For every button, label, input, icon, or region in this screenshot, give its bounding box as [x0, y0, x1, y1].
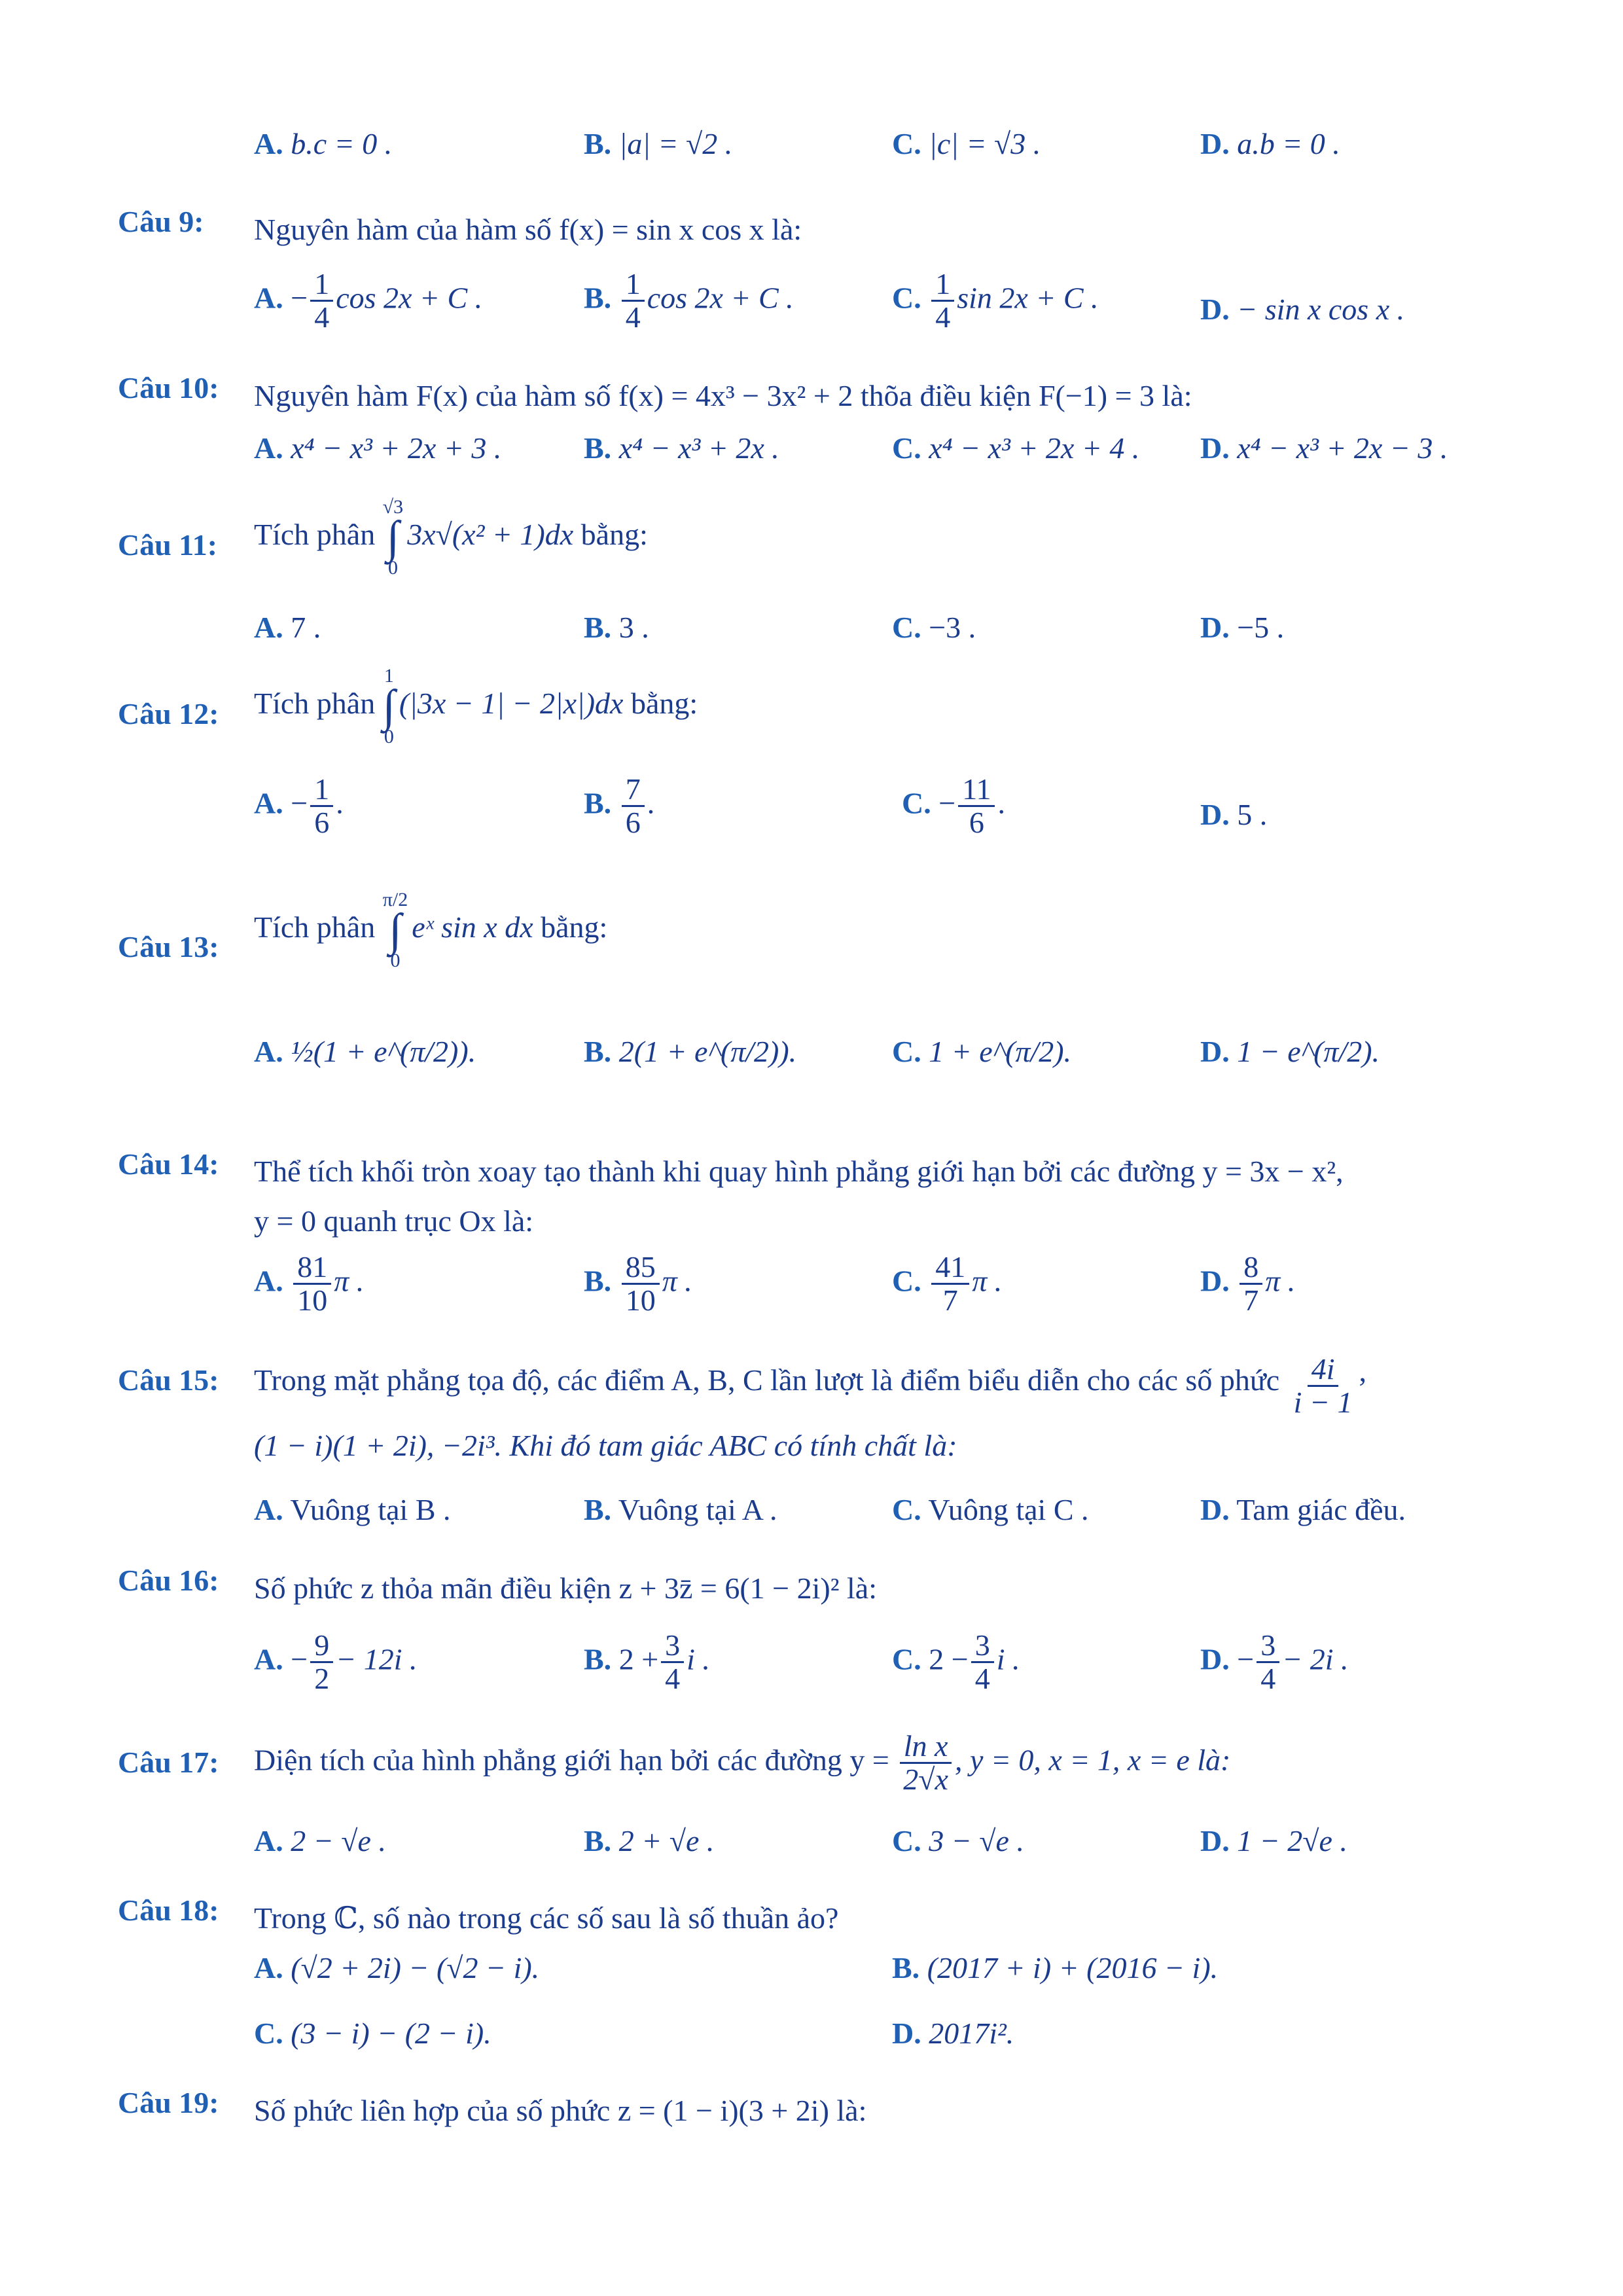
- q17-option-c: C. 3 − √e .: [892, 1824, 1024, 1857]
- fraction: $\frac{85}{10}$: [622, 1251, 660, 1317]
- q14-option-c: C. $\frac{41}{7}$ π .: [892, 1250, 1003, 1318]
- fraction: $\frac{81}{10}$: [293, 1251, 331, 1317]
- q8-option-d: D. a.b = 0 .: [1200, 127, 1340, 160]
- question-number: Câu 12:: [118, 697, 219, 730]
- q8-option-a: A. b.c = 0 .: [254, 127, 393, 160]
- fraction: $\frac{41}{7}$: [931, 1251, 969, 1317]
- fraction: $\frac{1}{6}$: [310, 774, 333, 839]
- q11-option-d: D. −5 .: [1200, 611, 1285, 644]
- q8-option-c: C. |c| = √3 .: [892, 127, 1041, 160]
- question-text: Trong mặt phẳng tọa độ, các điểm A, B, C lần lượt là điểm biểu diễn cho các số phức $\frac{4i}{i - 1}$ , (1 − i)(1 + 2i), −2i³. Khi đó tam giác ABC có tính chất là:: [254, 1352, 1366, 1462]
- question-16: [118, 1563, 1531, 1615]
- question-18: [118, 1893, 1531, 1945]
- q10-option-b: B. x⁴ − x³ + 2x .: [584, 431, 779, 465]
- q15-option-b: B. Vuông tại A .: [584, 1493, 777, 1526]
- fraction: $\frac{3}{4}$: [661, 1630, 684, 1695]
- fraction: $\frac{1}{4}$: [622, 268, 645, 334]
- q18-option-a: A. (√2 + 2i) − (√2 − i).: [254, 1951, 540, 1984]
- question-text: Nguyên hàm của hàm số f(x) = sin x cos x là:: [254, 213, 802, 246]
- q15-option-a: A. Vuông tại B .: [254, 1493, 451, 1526]
- q13-option-b: B. 2(1 + e^(π/2)).: [584, 1035, 797, 1068]
- question-10: [118, 370, 1531, 423]
- fraction: $\frac{3}{4}$: [1257, 1630, 1279, 1695]
- question-number: Câu 10:: [118, 371, 219, 404]
- fraction: $\frac{3}{4}$: [971, 1630, 994, 1695]
- q10-option-a: A. x⁴ − x³ + 2x + 3 .: [254, 431, 502, 465]
- question-13: [118, 890, 1531, 1008]
- q11-option-a: A. 7 .: [254, 611, 321, 644]
- q11-option-b: B. 3 .: [584, 611, 649, 644]
- q16-option-a: A. − $\frac{9}{2}$ − 12i .: [254, 1628, 418, 1696]
- q9-option-d: D. − sin x cos x .: [1200, 293, 1405, 326]
- q16-option-d: D. − $\frac{3}{4}$ − 2i .: [1200, 1628, 1349, 1696]
- q17-option-d: D. 1 − 2√e .: [1200, 1824, 1347, 1857]
- q9-option-c: C. $\frac{1}{4}$ sin 2x + C .: [892, 267, 1099, 334]
- question-text: Nguyên hàm F(x) của hàm số f(x) = 4x³ − 3x² + 2 thõa điều kiện F(−1) = 3 là:: [254, 379, 1192, 412]
- q17-option-b: B. 2 + √e .: [584, 1824, 715, 1857]
- q9-option-b: B. $\frac{1}{4}$ cos 2x + C .: [584, 267, 794, 334]
- question-number: Câu 15:: [118, 1363, 219, 1397]
- integral-sign: √3 ∫ 0: [382, 496, 404, 579]
- q14-option-a: A. $\frac{81}{10}$ π .: [254, 1250, 365, 1318]
- question-text: Thể tích khối tròn xoay tạo thành khi quay hình phẳng giới hạn bởi các đường y = 3x − x², y = 0 quanh trục Ox là:: [254, 1155, 1344, 1238]
- q12-option-d: D. 5 .: [1200, 798, 1268, 831]
- fraction: $\frac{7}{6}$: [622, 774, 645, 839]
- fraction: $\frac{4i}{i - 1}$: [1293, 1352, 1353, 1420]
- integral-sign: 1 ∫ 0: [382, 665, 395, 747]
- question-number: Câu 19:: [118, 2086, 219, 2119]
- question-14: [118, 1147, 1531, 1251]
- question-number: Câu 13:: [118, 930, 219, 963]
- q12-option-b: B. $\frac{7}{6}$ .: [584, 772, 655, 840]
- question-number: Câu 9:: [118, 205, 204, 238]
- question-19: [118, 2085, 1531, 2138]
- q14-option-d: D. $\frac{8}{7}$ π .: [1200, 1250, 1296, 1318]
- fraction: $\frac{1}{4}$: [310, 268, 333, 334]
- fraction: $\frac{1}{4}$: [931, 268, 954, 334]
- q13-option-d: D. 1 − e^(π/2).: [1200, 1035, 1380, 1068]
- q10-option-d: D. x⁴ − x³ + 2x − 3 .: [1200, 431, 1448, 465]
- q15-option-c: C. Vuông tại C .: [892, 1493, 1089, 1526]
- q17-option-a: A. 2 − √e .: [254, 1824, 386, 1857]
- question-text: Diện tích của hình phẳng giới hạn bởi các đường y = $\frac{\text{ln x}}{2√x}$ , y = 0, x = 1, x = e là:: [254, 1729, 1231, 1797]
- question-number: Câu 16:: [118, 1564, 219, 1597]
- question-number: Câu 17:: [118, 1746, 219, 1779]
- question-text: Tích phân π/2 ∫ 0 eˣ sin x dx bằng:: [254, 889, 608, 971]
- question-text: Trong ℂ, số nào trong các số sau là số thuần ảo?: [254, 1901, 839, 1935]
- q12-option-a: A. − $\frac{1}{6}$ .: [254, 772, 344, 840]
- question-text: Số phức z thỏa mãn điều kiện z + 3z̄ = 6(1 − 2i)² là:: [254, 1571, 877, 1605]
- q16-option-c: C. 2 − $\frac{3}{4}$ i .: [892, 1628, 1020, 1696]
- q14-option-b: B. $\frac{85}{10}$ π .: [584, 1250, 692, 1318]
- question-text: Tích phân 1 ∫ 0 (|3x − 1| − 2|x|)dx bằng:: [254, 665, 698, 747]
- question-9: [118, 204, 1531, 257]
- question-text: Số phức liên hợp của số phức z = (1 − i)(3 + 2i) là:: [254, 2094, 867, 2127]
- fraction: $\frac{\text{ln x}}{2√x}$: [899, 1731, 952, 1796]
- q8-option-b: B. |a| = √2 .: [584, 127, 733, 160]
- question-number: Câu 11:: [118, 528, 218, 562]
- q10-option-c: C. x⁴ − x³ + 2x + 4 .: [892, 431, 1140, 465]
- question-17: [118, 1731, 1531, 1809]
- q15-option-d: D. Tam giác đều.: [1200, 1493, 1406, 1526]
- fraction: $\frac{8}{7}$: [1240, 1251, 1262, 1317]
- q9-option-a: A. − $\frac{1}{4}$ cos 2x + C .: [254, 267, 483, 334]
- question-12: [118, 666, 1531, 771]
- q11-option-c: C. −3 .: [892, 611, 976, 644]
- q13-option-c: C. 1 + e^(π/2).: [892, 1035, 1072, 1068]
- fraction: $\frac{9}{2}$: [310, 1630, 333, 1695]
- fraction: $\frac{11}{6}$: [958, 774, 995, 839]
- q18-option-c: C. (3 − i) − (2 − i).: [254, 2017, 491, 2050]
- q13-option-a: A. ½(1 + e^(π/2)).: [254, 1035, 476, 1068]
- question-15: [118, 1352, 1531, 1462]
- question-text: Tích phân √3 ∫ 0 3x√(x² + 1)dx bằng:: [254, 496, 648, 579]
- integral-sign: π/2 ∫ 0: [382, 889, 408, 971]
- q18-option-b: B. (2017 + i) + (2016 − i).: [892, 1951, 1219, 1984]
- q12-option-c: C. − $\frac{11}{6}$ .: [902, 772, 1005, 840]
- question-11: [118, 497, 1531, 602]
- q16-option-b: B. 2 + $\frac{3}{4}$ i .: [584, 1628, 710, 1696]
- question-number: Câu 18:: [118, 1893, 219, 1927]
- question-number: Câu 14:: [118, 1147, 219, 1181]
- q18-option-d: D. 2017i².: [892, 2017, 1014, 2050]
